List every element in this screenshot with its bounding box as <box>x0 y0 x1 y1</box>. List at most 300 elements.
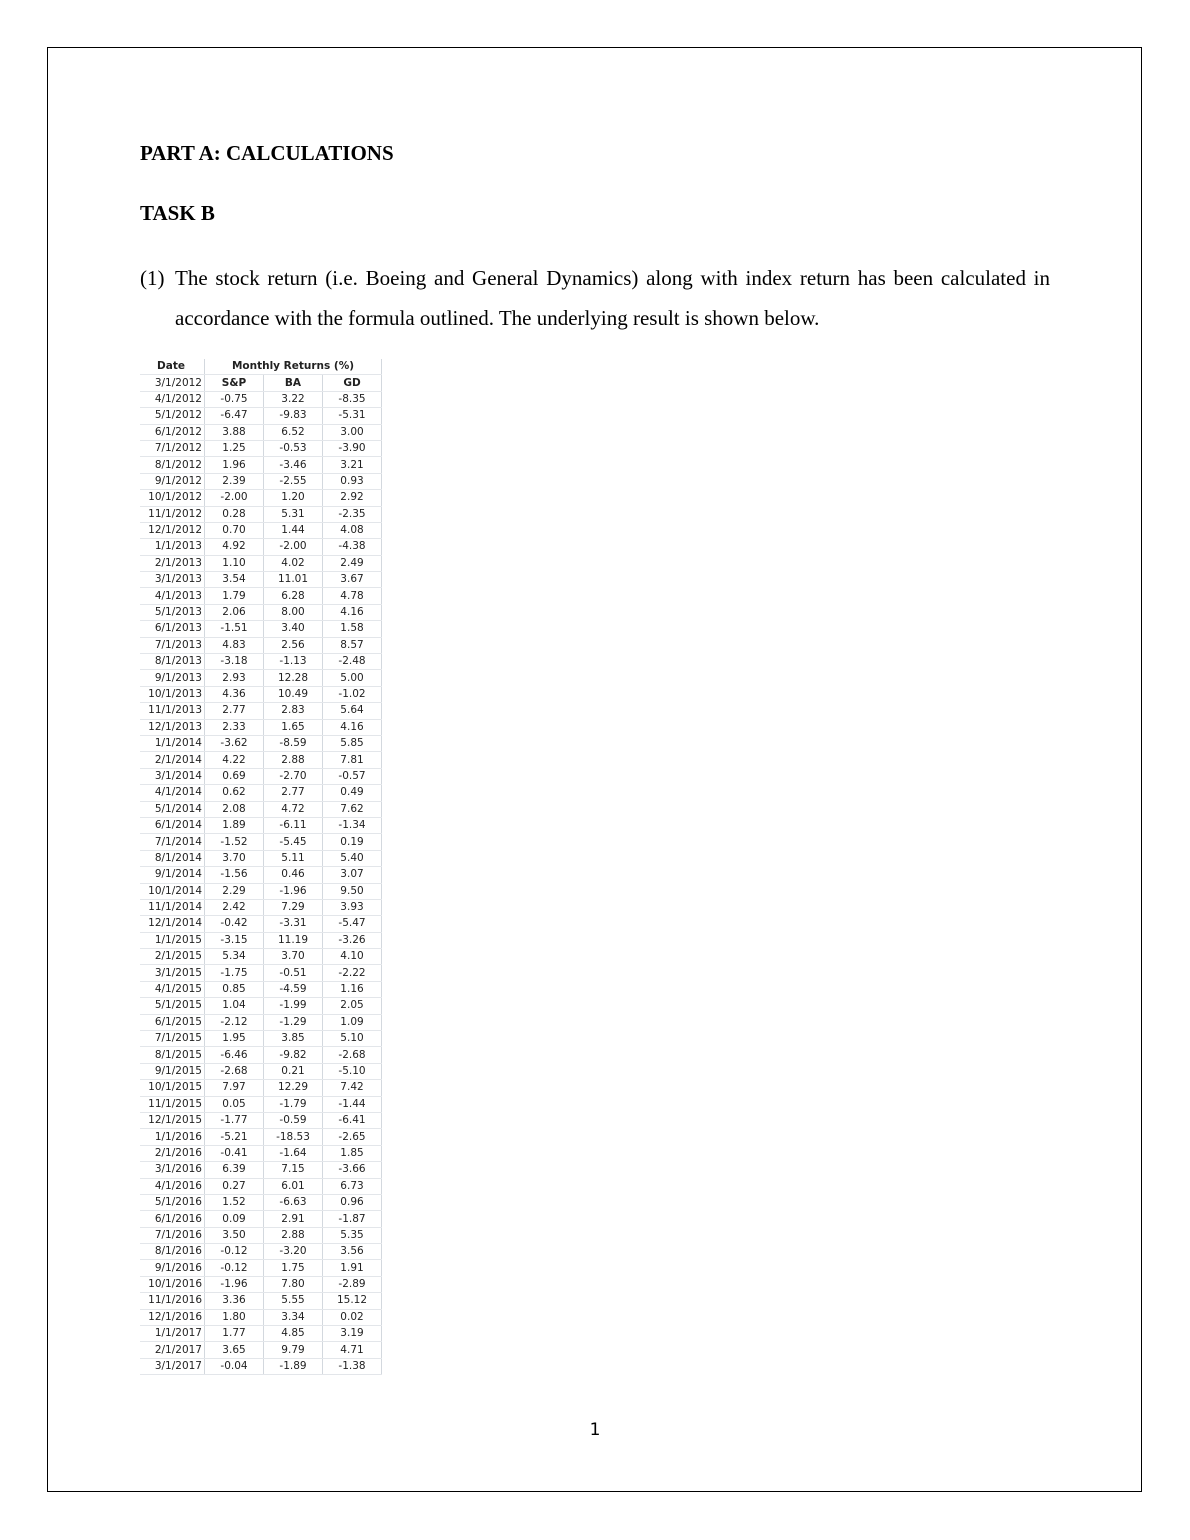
table-row <box>140 1047 382 1063</box>
table-row <box>140 1244 382 1260</box>
gd-cell: -6.41 <box>323 1112 382 1128</box>
gd-cell: 5.35 <box>323 1227 382 1243</box>
sp-cell: 4.22 <box>205 752 264 768</box>
gd-cell: 2.49 <box>323 555 382 571</box>
ba-cell: -6.11 <box>264 817 323 833</box>
date-cell: 2/1/2014 <box>140 752 205 768</box>
sp-cell: 2.29 <box>205 883 264 899</box>
sp-cell: -1.56 <box>205 867 264 883</box>
date-cell: 1/1/2017 <box>140 1326 205 1342</box>
sp-cell: 3.36 <box>205 1293 264 1309</box>
table-row <box>140 1293 382 1309</box>
gd-cell: 0.19 <box>323 834 382 850</box>
sp-cell: 6.39 <box>205 1162 264 1178</box>
gd-cell: 3.19 <box>323 1326 382 1342</box>
monthly-returns-table <box>140 359 382 1375</box>
date-cell: 9/1/2014 <box>140 867 205 883</box>
table-row <box>140 670 382 686</box>
sp-cell: -2.12 <box>205 1014 264 1030</box>
table-row <box>140 506 382 522</box>
table-row <box>140 522 382 538</box>
ba-cell: -1.99 <box>264 998 323 1014</box>
date-cell: 3/1/2014 <box>140 768 205 784</box>
ba-cell: 0.46 <box>264 867 323 883</box>
ba-cell: 9.79 <box>264 1342 323 1358</box>
table-row <box>140 965 382 981</box>
sp-cell: 1.04 <box>205 998 264 1014</box>
ba-cell: 6.52 <box>264 424 323 440</box>
date-cell: 11/1/2016 <box>140 1293 205 1309</box>
date-cell: 4/1/2014 <box>140 785 205 801</box>
table-row <box>140 1145 382 1161</box>
date-cell: 9/1/2016 <box>140 1260 205 1276</box>
ba-cell: 2.88 <box>264 752 323 768</box>
ba-cell: 7.80 <box>264 1276 323 1292</box>
sp-cell: 0.28 <box>205 506 264 522</box>
gd-cell: 3.00 <box>323 424 382 440</box>
table-row <box>140 949 382 965</box>
gd-cell: 5.40 <box>323 850 382 866</box>
date-cell: 6/1/2015 <box>140 1014 205 1030</box>
sp-cell: 4.36 <box>205 686 264 702</box>
sp-cell: -1.51 <box>205 621 264 637</box>
ba-cell: -3.46 <box>264 457 323 473</box>
ba-cell: 3.34 <box>264 1309 323 1325</box>
ba-cell: 12.28 <box>264 670 323 686</box>
sp-cell: 1.79 <box>205 588 264 604</box>
date-cell: 8/1/2012 <box>140 457 205 473</box>
sp-cell: 1.10 <box>205 555 264 571</box>
sp-cell: 2.39 <box>205 473 264 489</box>
ba-cell: 2.56 <box>264 637 323 653</box>
sp-cell: 2.77 <box>205 703 264 719</box>
table-row <box>140 1014 382 1030</box>
ba-cell: -9.83 <box>264 408 323 424</box>
sp-cell: 4.92 <box>205 539 264 555</box>
gd-cell: 1.85 <box>323 1145 382 1161</box>
ba-cell: 2.77 <box>264 785 323 801</box>
ba-cell: -6.63 <box>264 1194 323 1210</box>
date-cell: 12/1/2015 <box>140 1112 205 1128</box>
gd-cell: 2.05 <box>323 998 382 1014</box>
ba-cell: -0.53 <box>264 440 323 456</box>
date-cell: 10/1/2012 <box>140 490 205 506</box>
sp-cell: 3.54 <box>205 572 264 588</box>
gd-cell: 4.78 <box>323 588 382 604</box>
date-cell: 11/1/2014 <box>140 899 205 915</box>
table-row <box>140 981 382 997</box>
gd-cell: -2.65 <box>323 1129 382 1145</box>
sp-cell: 0.62 <box>205 785 264 801</box>
ba-cell: 11.19 <box>264 932 323 948</box>
sp-cell: 2.08 <box>205 801 264 817</box>
date-cell: 3/1/2016 <box>140 1162 205 1178</box>
ba-cell: -0.59 <box>264 1112 323 1128</box>
paragraph-text: The stock return (i.e. Boeing and General Dynamics) along with index return has been calculated in accordance with the formula outlined. The underlying result is shown below. <box>175 266 1050 330</box>
ba-cell: 11.01 <box>264 572 323 588</box>
gd-cell: 0.96 <box>323 1194 382 1210</box>
gd-cell: 3.21 <box>323 457 382 473</box>
gd-cell: 0.02 <box>323 1309 382 1325</box>
gd-cell: -3.26 <box>323 932 382 948</box>
date-cell: 8/1/2013 <box>140 654 205 670</box>
date-cell: 10/1/2016 <box>140 1276 205 1292</box>
ba-cell: -3.20 <box>264 1244 323 1260</box>
table-row <box>140 703 382 719</box>
table-row <box>140 1162 382 1178</box>
table-row <box>140 916 382 932</box>
table-row <box>140 1080 382 1096</box>
sp-cell: -0.75 <box>205 391 264 407</box>
date-cell: 5/1/2013 <box>140 604 205 620</box>
ba-cell: -4.59 <box>264 981 323 997</box>
date-cell: 2/1/2015 <box>140 949 205 965</box>
sp-cell: -0.42 <box>205 916 264 932</box>
date-cell: 9/1/2013 <box>140 670 205 686</box>
table-row <box>140 424 382 440</box>
sp-cell: 1.89 <box>205 817 264 833</box>
gd-cell: 5.64 <box>323 703 382 719</box>
sp-cell: 0.27 <box>205 1178 264 1194</box>
table-row <box>140 490 382 506</box>
sp-cell: 1.25 <box>205 440 264 456</box>
gd-cell: 5.00 <box>323 670 382 686</box>
ba-cell: 6.01 <box>264 1178 323 1194</box>
gd-cell: 0.93 <box>323 473 382 489</box>
ba-cell: -5.45 <box>264 834 323 850</box>
date-cell: 5/1/2015 <box>140 998 205 1014</box>
date-cell: 5/1/2014 <box>140 801 205 817</box>
gd-cell: -4.38 <box>323 539 382 555</box>
gd-cell: 8.57 <box>323 637 382 653</box>
table-row <box>140 1276 382 1292</box>
gd-cell: 2.92 <box>323 490 382 506</box>
ba-cell: -1.96 <box>264 883 323 899</box>
gd-cell: -2.68 <box>323 1047 382 1063</box>
date-cell: 4/1/2012 <box>140 391 205 407</box>
gd-cell: -2.35 <box>323 506 382 522</box>
table-row <box>140 621 382 637</box>
gd-cell: -1.34 <box>323 817 382 833</box>
table-row <box>140 850 382 866</box>
date-cell: 1/1/2016 <box>140 1129 205 1145</box>
table-row <box>140 719 382 735</box>
table-row <box>140 735 382 751</box>
gd-cell: -0.57 <box>323 768 382 784</box>
sp-cell: 1.96 <box>205 457 264 473</box>
header-monthly-returns: Monthly Returns (%) <box>205 359 382 375</box>
sp-cell: -6.47 <box>205 408 264 424</box>
table-row <box>140 637 382 653</box>
date-cell: 10/1/2013 <box>140 686 205 702</box>
date-cell: 11/1/2013 <box>140 703 205 719</box>
ba-cell: -1.29 <box>264 1014 323 1030</box>
sp-cell: -1.75 <box>205 965 264 981</box>
date-cell: 12/1/2016 <box>140 1309 205 1325</box>
table-row <box>140 785 382 801</box>
gd-cell: 7.81 <box>323 752 382 768</box>
header-gd: GD <box>323 375 382 391</box>
table-subheader-row <box>140 375 382 391</box>
ba-cell: 10.49 <box>264 686 323 702</box>
gd-cell: 7.62 <box>323 801 382 817</box>
gd-cell: 0.49 <box>323 785 382 801</box>
ba-cell: 2.83 <box>264 703 323 719</box>
gd-cell: 1.16 <box>323 981 382 997</box>
table-row <box>140 899 382 915</box>
gd-cell: 3.93 <box>323 899 382 915</box>
sp-cell: 3.70 <box>205 850 264 866</box>
gd-cell: 4.16 <box>323 604 382 620</box>
header-sp: S&P <box>205 375 264 391</box>
gd-cell: 4.10 <box>323 949 382 965</box>
table-row <box>140 555 382 571</box>
table-row <box>140 1112 382 1128</box>
date-cell: 2/1/2017 <box>140 1342 205 1358</box>
ba-cell: 1.75 <box>264 1260 323 1276</box>
table-row <box>140 1309 382 1325</box>
date-cell: 1/1/2014 <box>140 735 205 751</box>
ba-cell: -1.79 <box>264 1096 323 1112</box>
date-cell: 9/1/2012 <box>140 473 205 489</box>
gd-cell: -2.48 <box>323 654 382 670</box>
gd-cell: 15.12 <box>323 1293 382 1309</box>
sp-cell: 1.80 <box>205 1309 264 1325</box>
sp-cell: -1.52 <box>205 834 264 850</box>
sp-cell: 7.97 <box>205 1080 264 1096</box>
table-row <box>140 572 382 588</box>
gd-cell: 4.16 <box>323 719 382 735</box>
sp-cell: 0.09 <box>205 1211 264 1227</box>
sp-cell: -3.62 <box>205 735 264 751</box>
ba-cell: 3.22 <box>264 391 323 407</box>
date-cell: 8/1/2014 <box>140 850 205 866</box>
sp-cell: -0.12 <box>205 1260 264 1276</box>
gd-cell: 3.07 <box>323 867 382 883</box>
table-row <box>140 686 382 702</box>
ba-cell: 7.29 <box>264 899 323 915</box>
ba-cell: 3.40 <box>264 621 323 637</box>
ba-cell: 4.72 <box>264 801 323 817</box>
sp-cell: 2.42 <box>205 899 264 915</box>
ba-cell: -3.31 <box>264 916 323 932</box>
gd-cell: -5.10 <box>323 1063 382 1079</box>
date-cell: 12/1/2012 <box>140 522 205 538</box>
date-cell: 12/1/2013 <box>140 719 205 735</box>
date-cell: 12/1/2014 <box>140 916 205 932</box>
gd-cell: -1.44 <box>323 1096 382 1112</box>
date-cell: 9/1/2015 <box>140 1063 205 1079</box>
ba-cell: 4.85 <box>264 1326 323 1342</box>
gd-cell: 5.85 <box>323 735 382 751</box>
sp-cell: 0.05 <box>205 1096 264 1112</box>
ba-cell: 0.21 <box>264 1063 323 1079</box>
table-row <box>140 1342 382 1358</box>
date-cell: 4/1/2016 <box>140 1178 205 1194</box>
gd-cell: 1.58 <box>323 621 382 637</box>
gd-cell: 3.56 <box>323 1244 382 1260</box>
gd-cell: -3.66 <box>323 1162 382 1178</box>
table-row <box>140 1227 382 1243</box>
ba-cell: -8.59 <box>264 735 323 751</box>
table-row <box>140 1178 382 1194</box>
date-cell: 3/1/2013 <box>140 572 205 588</box>
table-row <box>140 768 382 784</box>
gd-cell: -8.35 <box>323 391 382 407</box>
sp-cell: 0.69 <box>205 768 264 784</box>
table-row <box>140 654 382 670</box>
section-heading: PART A: CALCULATIONS <box>140 141 394 165</box>
sp-cell: -1.77 <box>205 1112 264 1128</box>
date-cell: 2/1/2016 <box>140 1145 205 1161</box>
date-cell: 6/1/2016 <box>140 1211 205 1227</box>
date-cell: 3/1/2017 <box>140 1358 205 1374</box>
table-row <box>140 408 382 424</box>
date-cell: 5/1/2016 <box>140 1194 205 1210</box>
date-cell: 2/1/2013 <box>140 555 205 571</box>
ba-cell: -1.13 <box>264 654 323 670</box>
sp-cell: 2.33 <box>205 719 264 735</box>
date-cell: 5/1/2012 <box>140 408 205 424</box>
page-number: 1 <box>589 1420 601 1440</box>
table-row <box>140 473 382 489</box>
date-cell: 6/1/2012 <box>140 424 205 440</box>
date-cell: 6/1/2013 <box>140 621 205 637</box>
date-cell: 3/1/2015 <box>140 965 205 981</box>
ba-cell: -1.64 <box>264 1145 323 1161</box>
sp-cell: 1.95 <box>205 1031 264 1047</box>
ba-cell: 2.91 <box>264 1211 323 1227</box>
ba-cell: 12.29 <box>264 1080 323 1096</box>
gd-cell: -2.89 <box>323 1276 382 1292</box>
table-row <box>140 867 382 883</box>
sp-cell: -0.12 <box>205 1244 264 1260</box>
date-cell: 7/1/2015 <box>140 1031 205 1047</box>
sp-cell: 0.70 <box>205 522 264 538</box>
gd-cell: 4.08 <box>323 522 382 538</box>
ba-cell: -0.51 <box>264 965 323 981</box>
gd-cell: -5.31 <box>323 408 382 424</box>
sp-cell: 3.88 <box>205 424 264 440</box>
ba-cell: -2.70 <box>264 768 323 784</box>
gd-cell: -5.47 <box>323 916 382 932</box>
ba-cell: 7.15 <box>264 1162 323 1178</box>
date-cell: 10/1/2015 <box>140 1080 205 1096</box>
table-row <box>140 817 382 833</box>
header-date: Date <box>140 359 205 375</box>
sp-cell: -0.04 <box>205 1358 264 1374</box>
sp-cell: -5.21 <box>205 1129 264 1145</box>
table-row <box>140 1129 382 1145</box>
gd-cell: 6.73 <box>323 1178 382 1194</box>
table-row <box>140 1031 382 1047</box>
ba-cell: 5.31 <box>264 506 323 522</box>
table-row <box>140 1326 382 1342</box>
ba-cell: -1.89 <box>264 1358 323 1374</box>
ba-cell: -2.55 <box>264 473 323 489</box>
task-heading: TASK B <box>140 201 215 225</box>
ba-cell: -18.53 <box>264 1129 323 1145</box>
sp-cell: 1.52 <box>205 1194 264 1210</box>
sp-cell: -3.15 <box>205 932 264 948</box>
table-row <box>140 1096 382 1112</box>
date-cell: 7/1/2012 <box>140 440 205 456</box>
sp-cell: 4.83 <box>205 637 264 653</box>
ba-cell: 5.55 <box>264 1293 323 1309</box>
date-cell: 11/1/2012 <box>140 506 205 522</box>
table-row <box>140 1260 382 1276</box>
ba-cell: 1.44 <box>264 522 323 538</box>
table-header-row <box>140 359 382 375</box>
gd-cell: 3.67 <box>323 572 382 588</box>
sp-cell: 2.06 <box>205 604 264 620</box>
date-cell: 7/1/2013 <box>140 637 205 653</box>
sp-cell: 1.77 <box>205 1326 264 1342</box>
date-cell: 8/1/2015 <box>140 1047 205 1063</box>
date-cell: 11/1/2015 <box>140 1096 205 1112</box>
table-row <box>140 539 382 555</box>
date-cell: 10/1/2014 <box>140 883 205 899</box>
ba-cell: 2.88 <box>264 1227 323 1243</box>
date-cell: 7/1/2014 <box>140 834 205 850</box>
list-number: (1) <box>140 266 165 290</box>
first-date: 3/1/2012 <box>140 375 205 391</box>
sp-cell: 2.93 <box>205 670 264 686</box>
date-cell: 8/1/2016 <box>140 1244 205 1260</box>
ba-cell: 6.28 <box>264 588 323 604</box>
gd-cell: 4.71 <box>323 1342 382 1358</box>
date-cell: 1/1/2015 <box>140 932 205 948</box>
sp-cell: -0.41 <box>205 1145 264 1161</box>
gd-cell: -3.90 <box>323 440 382 456</box>
ba-cell: 4.02 <box>264 555 323 571</box>
sp-cell: 5.34 <box>205 949 264 965</box>
gd-cell: -1.02 <box>323 686 382 702</box>
gd-cell: 9.50 <box>323 883 382 899</box>
table-row <box>140 1358 382 1374</box>
ba-cell: 3.85 <box>264 1031 323 1047</box>
ba-cell: 3.70 <box>264 949 323 965</box>
ba-cell: 1.20 <box>264 490 323 506</box>
gd-cell: 1.09 <box>323 1014 382 1030</box>
sp-cell: -6.46 <box>205 1047 264 1063</box>
ba-cell: 1.65 <box>264 719 323 735</box>
table-row <box>140 1211 382 1227</box>
gd-cell: 5.10 <box>323 1031 382 1047</box>
table-row <box>140 1194 382 1210</box>
table-row <box>140 457 382 473</box>
gd-cell: -1.87 <box>323 1211 382 1227</box>
gd-cell: -2.22 <box>323 965 382 981</box>
ba-cell: 5.11 <box>264 850 323 866</box>
header-ba: BA <box>264 375 323 391</box>
date-cell: 7/1/2016 <box>140 1227 205 1243</box>
table-row <box>140 834 382 850</box>
gd-cell: -1.38 <box>323 1358 382 1374</box>
table-row <box>140 1063 382 1079</box>
table-row <box>140 604 382 620</box>
ba-cell: -9.82 <box>264 1047 323 1063</box>
date-cell: 1/1/2013 <box>140 539 205 555</box>
date-cell: 4/1/2013 <box>140 588 205 604</box>
table-row <box>140 932 382 948</box>
date-cell: 4/1/2015 <box>140 981 205 997</box>
paragraph <box>140 258 1050 338</box>
table-row <box>140 588 382 604</box>
gd-cell: 1.91 <box>323 1260 382 1276</box>
ba-cell: -2.00 <box>264 539 323 555</box>
sp-cell: 3.65 <box>205 1342 264 1358</box>
